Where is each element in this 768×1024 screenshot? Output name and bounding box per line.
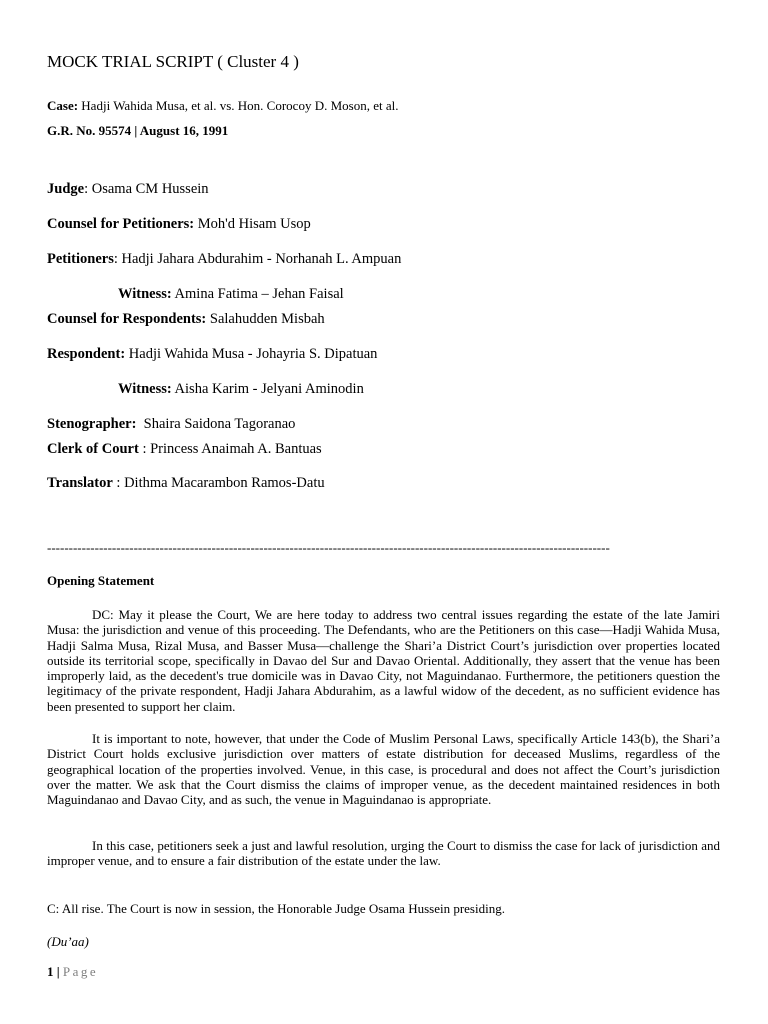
- opening-paragraph-2: It is important to note, however, that under the Code of Muslim Personal Laws, specifically Article 143(b), the Shari’a District Court holds exclusive jurisdiction over matters of estate distribution for deceased Muslims, regardless of the geographical location of the properties involved. Venue, in this case, is procedural and does not affect the Court’s jurisdiction over the matter. We ask that the Court dismiss the claims of improper venue, as the decedent maintained residences in both Maguindanao and Davao City, and as such, the venue in Maguindanao is appropriate.: [47, 731, 720, 808]
- page-number: 1: [47, 964, 54, 979]
- case-caption: [47, 98, 398, 114]
- case-value: Hadji Wahida Musa, et al. vs. Hon. Corocoy D. Moson, et al.: [78, 98, 399, 113]
- dashed-divider: ----------------------------------------------------------------------------------------------------------------------------------: [47, 540, 610, 555]
- opening-paragraph-3: In this case, petitioners seek a just and lawful resolution, urging the Court to dismiss the case for lack of jurisdiction and improper venue, and to ensure a fair distribution of the estate under the law.: [47, 838, 720, 869]
- document-title: MOCK TRIAL SCRIPT ( Cluster 4 ): [47, 52, 299, 71]
- petitioners-line: Petitioners: Hadji Jahara Abdurahim - Norhanah L. Ampuan: [47, 251, 402, 267]
- opening-statement-heading: Opening Statement: [47, 573, 155, 588]
- translator-line: Translator : Dithma Macarambon Ramos-Datu: [47, 475, 325, 491]
- clerk-of-court-line: Clerk of Court : Princess Anaimah A. Bantuas: [47, 441, 322, 457]
- respondent-witness-line: Witness: Aisha Karim - Jelyani Aminodin: [118, 381, 364, 397]
- petitioner-witness-line: Witness: Amina Fatima – Jehan Faisal: [118, 286, 344, 302]
- case-label: Case:: [47, 98, 79, 113]
- gr-number: G.R. No. 95574 | August 16, 1991: [47, 123, 229, 138]
- counsel-petitioners-line: Counsel for Petitioners: Moh'd Hisam Usop: [47, 216, 311, 232]
- judge-line: Judge: Osama CM Hussein: [47, 181, 209, 197]
- respondent-line: Respondent: Hadji Wahida Musa - Johayria S. Dipatuan: [47, 346, 378, 362]
- page-label: Page: [62, 964, 99, 979]
- duaa-note: (Du’aa): [47, 934, 89, 949]
- opening-paragraph-1: DC: May it please the Court, We are here today to address two central issues regarding the estate of the late Jamiri Musa: the jurisdiction and venue of this proceeding. The Defendants, who are the Petitioners on this case—Hadji Wahida Musa, Hadji Salma Musa, Rizal Musa, and Basser Musa—challenge the Shari’a District Court’s jurisdiction over properties located outside its territorial scope, specifically in Davao del Sur and Davao Oriental. Additionally, they assert that the venue has been improperly laid, as the decedent's true domicile was in Davao City, not Maguindanao. Furthermore, the petitioners question the legitimacy of the private respondent, Hadji Jahara Abdurahim, as a lawful widow of the decedent, as no sufficient evidence has been presented to support her claim.: [47, 607, 720, 714]
- counsel-respondents-line: Counsel for Respondents: Salahudden Misbah: [47, 311, 325, 327]
- page-footer: 1 | Page: [47, 964, 99, 979]
- session-line: C: All rise. The Court is now in session, the Honorable Judge Osama Hussein presiding.: [47, 901, 505, 916]
- stenographer-line: Stenographer: Shaira Saidona Tagoranao: [47, 416, 296, 432]
